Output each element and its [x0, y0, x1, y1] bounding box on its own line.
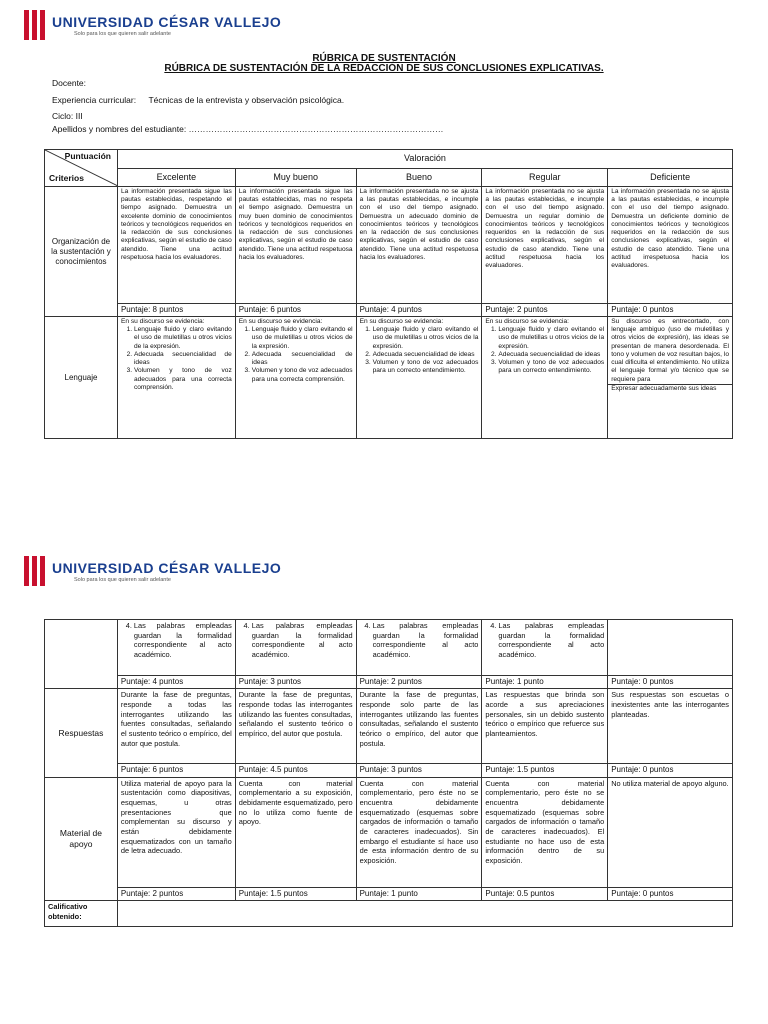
organizacion-deficiente: La información presentada no se ajusta a las pautas establecidas, e incumple con el uso del tiempo asignado. Demuestra un deficiente dominio de conocimientos teóricos y tecnológicos requeridos en la redacción de sus conclusiones explicativas, según el estudio de caso atendido. Tiene una actitud irrespetuosa hacia los evaluadores.: [608, 187, 733, 304]
organizacion-bueno: La información presentada no se ajusta a las pautas establecidas, e incumple con el uso del tiempo asignado. Demuestra un adecuado dominio de conocimientos teóricos y tecnológicos en la redacción de sus conclusiones explicativas, según el estudio de caso atendido. Tiene una actitud respetuosa hacia los evaluadores.: [356, 187, 482, 304]
material-regular: Cuenta con material complementario, pero éste no se encuentra debidamente esquematizado (esquemas sobre cargados de información o tamaño de caracteres inadecuados). El estudiante no hace uso de esta información dentro de su exposición.: [482, 777, 608, 887]
material-score-bueno: Puntaje: 1 punto: [356, 887, 482, 900]
lenguaje-muy-bueno: [235, 317, 356, 439]
respuestas-regular: Las respuestas que brinda son acorde a sus apreciaciones personales, sin un debido sustento teórico o empírico que refuerce sus planteamientos.: [482, 689, 608, 764]
criterion-respuestas: Respuestas: [45, 689, 118, 777]
lenguaje-score-bueno: Puntaje: 2 puntos: [356, 676, 482, 689]
university-logo-page2: [24, 556, 281, 586]
university-tagline: Solo para los que quieren salir adelante: [74, 576, 171, 583]
level-regular: Regular: [482, 168, 608, 187]
puntuacion-label: Puntuación: [64, 151, 111, 161]
ciclo-label: Ciclo: III: [52, 111, 83, 121]
material-excelente: Utiliza material de apoyo para la sustentación como diapositivas, esquemas, u otras presentaciones que complementan su discurso y están debidamente esquematizados con un tamaño de letra adecuado.: [117, 777, 235, 887]
organizacion-score-regular: Puntaje: 2 puntos: [482, 304, 608, 317]
level-deficiente: Deficiente: [608, 168, 733, 187]
lenguaje-continued-label: [45, 620, 118, 689]
level-excelente: Excelente: [117, 168, 235, 187]
lenguaje-score-muy-bueno: Puntaje: 3 puntos: [235, 676, 356, 689]
list-item: 3. Volumen y tono de voz adecuados para una correcta comprensión.: [134, 367, 232, 392]
puntuacion-criterios-header: [45, 150, 118, 187]
list-item: 4. Las palabras empleadas guardan la formalidad correspondiente al acto académico.: [134, 621, 232, 660]
lenguaje-score-excelente: Puntaje: 4 puntos: [117, 676, 235, 689]
respuestas-score-deficiente: Puntaje: 0 puntos: [608, 764, 733, 777]
page-title: RÚBRICA DE SUSTENTACIÓN: [312, 53, 456, 64]
level-bueno: Bueno: [356, 168, 482, 187]
list-item: 3. Volumen y tono de voz adecuados para un correcto entendimiento.: [498, 359, 604, 375]
respuestas-score-excelente: Puntaje: 6 puntos: [117, 764, 235, 777]
criterion-lenguaje: Lenguaje: [45, 317, 118, 439]
university-crest-icon: [24, 10, 46, 40]
valoracion-header: Valoración: [117, 150, 732, 169]
organizacion-regular: La información presentada no se ajusta a las pautas establecidas, e incumple con el uso del tiempo asignado. Demuestra un regular dominio de conocimientos teóricos y tecnológicos requeridos en la redacción de sus conclusiones explicativas, según el estudio de caso atendido. Tiene una actitud respetuosa hacia los evaluadores.: [482, 187, 608, 304]
criterios-label: Criterios: [49, 173, 84, 184]
material-score-muy-bueno: Puntaje: 1.5 puntos: [235, 887, 356, 900]
lenguaje-intro: En su discurso se evidencia:: [485, 318, 569, 325]
lenguaje-intro: En su discurso se evidencia:: [359, 318, 444, 325]
page-subtitle: RÚBRICA DE SUSTENTACIÓN DE LA REDACCIÓN DE SUS CONCLUSIONES EXPLICATIVAS.: [164, 63, 604, 74]
university-tagline: Solo para los que quieren salir adelante: [74, 30, 171, 37]
organizacion-muy-bueno: La información presentada sigue las pautas establecidas, mas no respeta el tiempo asignado. Demuestra un muy buen dominio de conocimientos teóricos y tecnológicos requeridos en la redacción de sus conclusiones explicativas, según el estudio de caso atendido. Tiene una actitud respetuosa hacia los evaluadores.: [235, 187, 356, 304]
organizacion-score-muy-bueno: Puntaje: 6 puntos: [235, 304, 356, 317]
university-name: UNIVERSIDAD CÉSAR VALLEJO: [52, 559, 282, 576]
material-score-regular: Puntaje: 0.5 puntos: [482, 887, 608, 900]
list-item: 2. Adecuada secuencialidad de ideas: [252, 351, 353, 367]
list-item: 4. Las palabras empleadas guardan la formalidad correspondiente al acto académico.: [373, 621, 479, 660]
respuestas-deficiente: Sus respuestas son escuetas o inexistentes ante las interrogantes planteadas.: [608, 689, 733, 764]
lenguaje-score-regular: Puntaje: 1 punto: [482, 676, 608, 689]
item4-regular: [482, 620, 608, 676]
list-item: 1. Lenguaje fluido y claro evitando el uso de muletillas u otros vicios de la expresión.: [498, 326, 604, 351]
lenguaje-deficiente: [608, 317, 733, 439]
criterion-material: Material de apoyo: [45, 777, 118, 900]
respuestas-score-bueno: Puntaje: 3 puntos: [356, 764, 482, 777]
university-crest-icon: [24, 556, 46, 586]
lenguaje-intro: En su discurso se evidencia:: [120, 318, 205, 325]
respuestas-score-regular: Puntaje: 1.5 puntos: [482, 764, 608, 777]
lenguaje-score-deficiente: Puntaje: 0 puntos: [608, 676, 733, 689]
list-item: 2. Adecuada secuencialidad de ideas: [498, 351, 604, 359]
lenguaje-regular: [482, 317, 608, 439]
list-item: 1. Lenguaje fluido y claro evitando el uso de muletillas u otros vicios de la expresión.: [252, 326, 353, 351]
material-score-deficiente: Puntaje: 0 puntos: [608, 887, 733, 900]
material-score-excelente: Puntaje: 2 puntos: [117, 887, 235, 900]
lenguaje-excelente: [117, 317, 235, 439]
respuestas-muy-bueno: Durante la fase de preguntas, responde todas las interrogantes utilizando las fuentes consultadas, señalando el sustento teórico o empírico, del autor que postula.: [235, 689, 356, 764]
university-logo: [24, 10, 281, 40]
material-bueno: Cuenta con material complementario, pero éste no se encuentra debidamente esquematizado (esquemas sobre cargados de información o tamaño de caracteres inadecuados). Sin embargo el estudiante sí hace uso de esta información dentro de su exposición.: [356, 777, 482, 887]
list-item: 4. Las palabras empleadas guardan la formalidad correspondiente al acto académico.: [498, 621, 604, 660]
lenguaje-bueno: [356, 317, 482, 439]
item4-excelente: [117, 620, 235, 676]
lenguaje-deficiente-text: Su discurso es entrecortado, con lenguaje ambiguo (uso de muletillas y otros vicios de expresión), las ideas se presentan de manera desordenada. El tono y volumen de voz resultan bajos, lo cual dificulta el entendimiento. No utiliza el lenguaje formal y/o técnico que se requiere para: [611, 318, 729, 383]
rubric-table-page1: [44, 149, 733, 439]
list-item: 1. Lenguaje fluido y claro evitando el uso de muletillas u otros vicios de la expresión.: [373, 326, 479, 351]
calificativo-value[interactable]: [117, 901, 732, 927]
respuestas-excelente: Durante la fase de preguntas, responde a todas las interrogantes utilizando las fuentes consultadas, señalando el sustento teórico o empírico, del autor que postula.: [117, 689, 235, 764]
lenguaje-deficiente-extra: Expresar adecuadamente sus ideas: [608, 384, 732, 393]
respuestas-score-muy-bueno: Puntaje: 4.5 puntos: [235, 764, 356, 777]
experiencia-value: Técnicas de la entrevista y observación psicológica.: [148, 95, 345, 105]
list-item: 3. Volumen y tono de voz adecuados para un correcto entendimiento.: [373, 359, 479, 375]
calificativo-label: Calificativo obtenido:: [45, 901, 118, 927]
docente-label: Docente:: [52, 78, 87, 88]
material-deficiente: No utiliza material de apoyo alguno.: [608, 777, 733, 887]
organizacion-score-deficiente: Puntaje: 0 puntos: [608, 304, 733, 317]
lenguaje-intro: En su discurso se evidencia:: [238, 318, 323, 325]
item4-muy-bueno: [235, 620, 356, 676]
list-item: 3. Volumen y tono de voz adecuados para una correcta comprensión.: [252, 367, 353, 383]
list-item: 4. Las palabras empleadas guardan la formalidad correspondiente al acto académico.: [252, 621, 353, 660]
organizacion-score-excelente: Puntaje: 8 puntos: [117, 304, 235, 317]
organizacion-excelente: La información presentada sigue las pautas establecidas, respetando el tiempo asignado. Demuestra un excelente dominio de conocimientos teóricos y tecnológicos requeridos en la redacción de sus conclusiones explicativas, según el estudio de caso atendido. Tiene una actitud respetuosa hacia los evaluadores.: [117, 187, 235, 304]
material-muy-bueno: Cuenta con material complementario a su exposición, debidamente esquematizado, pero no lo utiliza como fuente de apoyo.: [235, 777, 356, 887]
organizacion-score-bueno: Puntaje: 4 puntos: [356, 304, 482, 317]
respuestas-bueno: Durante la fase de preguntas, responde solo parte de las interrogantes utilizando las fuentes consultadas, señalando el sustento teórico o empírico, del autor que postula.: [356, 689, 482, 764]
apellidos-line: Apellidos y nombres del estudiante: ………………………………………………………………………………: [52, 124, 444, 134]
list-item: 2. Adecuada secuencialidad de ideas: [373, 351, 479, 359]
criterion-organizacion: Organización de la sustentación y conocimientos: [45, 187, 118, 317]
level-muy-bueno: Muy bueno: [235, 168, 356, 187]
item4-deficiente: [608, 620, 733, 676]
experiencia-line: [52, 95, 344, 105]
rubric-table-page2: [44, 619, 733, 927]
university-name: UNIVERSIDAD CÉSAR VALLEJO: [52, 13, 282, 30]
item4-bueno: [356, 620, 482, 676]
experiencia-label: Experiencia curricular:: [52, 95, 137, 105]
list-item: 1. Lenguaje fluido y claro evitando el uso de muletillas u otros vicios de la expresión.: [134, 326, 232, 351]
list-item: 2. Adecuada secuencialidad de ideas: [134, 351, 232, 367]
